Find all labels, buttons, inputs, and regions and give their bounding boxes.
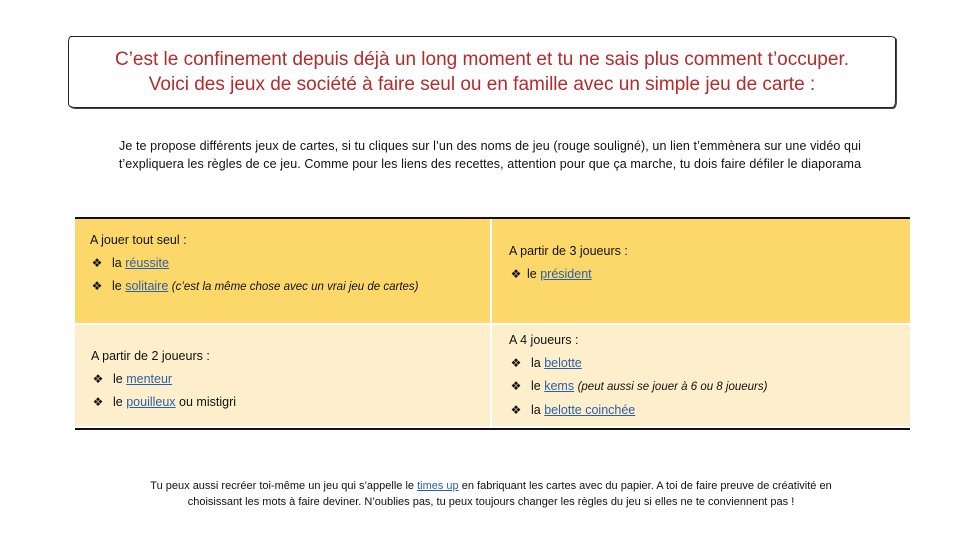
footer-line-1 — [60, 478, 922, 494]
title-line-2: Voici des jeux de société à faire seul ou en famille avec un simple jeu de carte : — [148, 74, 816, 95]
link-pouilleux[interactable]: pouilleux — [126, 395, 176, 409]
title-box — [68, 36, 896, 108]
cell-heading: A jouer tout seul : — [90, 233, 187, 247]
cell-heading: A partir de 2 joueurs : — [91, 349, 210, 363]
link-reussite[interactable]: réussite — [125, 256, 169, 270]
diamond-bullet-icon: ❖ — [510, 356, 522, 370]
list-item — [90, 252, 419, 275]
diamond-bullet-icon: ❖ — [92, 395, 104, 409]
item-note: (c’est la même chose avec un vrai jeu de cartes) — [171, 281, 419, 293]
games-table — [75, 217, 910, 430]
item-prefix: la — [531, 356, 541, 370]
table-row — [75, 219, 910, 325]
link-belotte-coinchee[interactable]: belotte coinchée — [544, 403, 636, 417]
cell-four-players — [492, 325, 909, 426]
cell-heading: A partir de 3 joueurs : — [509, 244, 628, 258]
footer-paragraph — [60, 478, 922, 510]
list-item — [509, 375, 767, 399]
item-prefix: la — [112, 256, 122, 270]
intro-line-1: Je te propose différents jeux de cartes, si tu cliques sur l’un des noms de jeu (rouge souligné), un lien t’emmènera sur une vidéo qui — [118, 139, 862, 153]
footer-text: Tu peux aussi recréer toi-même un jeu qui s’appelle le — [150, 480, 415, 492]
link-menteur[interactable]: menteur — [126, 372, 173, 386]
footer-text: en fabriquant les cartes avec du papier. A toi de faire preuve de créativité en — [461, 480, 832, 492]
intro-paragraph — [60, 137, 920, 173]
footer-line-2: choisissant les mots à faire deviner. N’oublies pas, tu peux toujours changer les règles du jeu si elles ne te conviennent pas ! — [187, 496, 795, 508]
diamond-bullet-icon: ❖ — [91, 279, 103, 293]
item-prefix: la — [531, 403, 541, 417]
diamond-bullet-icon: ❖ — [510, 403, 522, 417]
cell-two-players — [75, 325, 492, 426]
diamond-bullet-icon: ❖ — [92, 372, 104, 386]
link-times-up[interactable]: times up — [417, 480, 459, 492]
item-suffix: ou mistigri — [179, 395, 237, 409]
cell-heading: A 4 joueurs : — [509, 333, 579, 347]
cell-solo — [75, 219, 492, 323]
list-item — [509, 399, 767, 422]
title-line-1: C’est le confinement depuis déjà un long moment et tu ne sais plus comment t’occuper. — [114, 49, 849, 70]
item-prefix: le — [112, 279, 122, 293]
item-prefix: le — [113, 395, 123, 409]
item-prefix: le — [113, 372, 123, 386]
diamond-bullet-icon: ❖ — [510, 379, 522, 393]
diamond-bullet-icon: ❖ — [510, 267, 522, 281]
cell-three-players — [492, 219, 909, 323]
link-kems[interactable]: kems — [544, 379, 575, 393]
link-belotte[interactable]: belotte — [544, 356, 582, 370]
list-item — [509, 352, 767, 375]
list-item — [91, 391, 236, 414]
list-item — [509, 263, 628, 286]
intro-line-2: t’expliquera les règles de ce jeu. Comme pour les liens des recettes, attention pour que ça marche, tu dois faire défiler le diaporama — [118, 157, 862, 171]
table-row — [75, 325, 910, 426]
link-president[interactable]: président — [540, 267, 592, 281]
item-prefix: le — [531, 379, 541, 393]
link-solitaire[interactable]: solitaire — [125, 279, 169, 293]
item-note: (peut aussi se jouer à 6 ou 8 joueurs) — [577, 381, 768, 393]
item-prefix: le — [527, 267, 537, 281]
diamond-bullet-icon: ❖ — [91, 256, 103, 270]
list-item — [90, 275, 419, 299]
list-item — [91, 368, 236, 391]
